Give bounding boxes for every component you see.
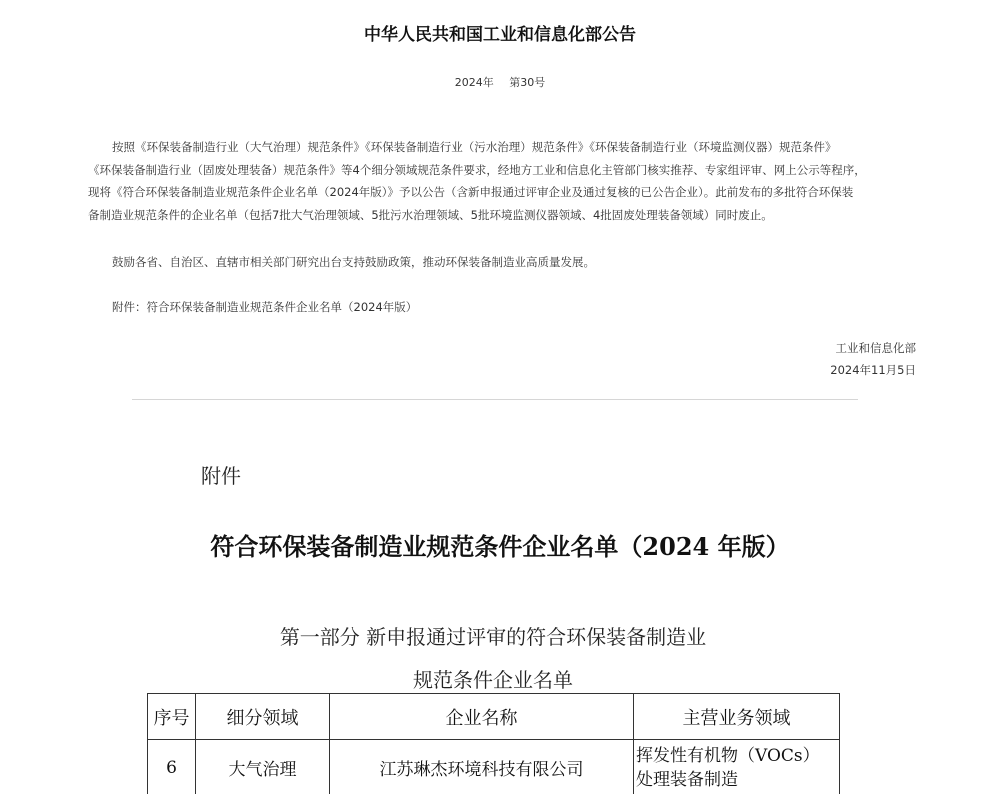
table-header-row [148,694,840,740]
section-title: 第一部分 新申报通过评审的符合环保装备制造业 [279,625,707,649]
header-index: 序号 [148,694,196,740]
attachment-reference: 附件：符合环保装备制造业规范条件企业名单（2024年版） [112,300,418,314]
company-list-table [147,693,840,794]
attachment-title: 符合环保装备制造业规范条件企业名单（2024 年版） [210,532,790,561]
header-company: 企业名称 [330,694,634,740]
document-number [0,74,1000,90]
announcement-title: 中华人民共和国工业和信息化部公告 [364,25,636,45]
header-business: 主营业务领域 [634,694,840,740]
cell-index: 6 [148,740,196,794]
header-field: 细分领域 [196,694,330,740]
paragraph-line: 按照《环保装备制造行业（大气治理）规范条件》《环保装备制造行业（污水治理）规范条件》《环保装备制造行业（环境监测仪器）规范条件》 [112,140,837,154]
announcement-paragraph-2: 鼓励各省、自治区、直辖市相关部门研究出台支持鼓励政策，推动环保装备制造业高质量发展。 [112,255,595,269]
cell-company: 江苏琳杰环境科技有限公司 [330,740,634,794]
paragraph-line: 现将《符合环保装备制造业规范条件企业名单（2024年版）》予以公告（含新申报通过评审企业及通过复核的已公告企业）。此前发布的多批符合环保装 [88,185,854,199]
section-title-continued: 规范条件企业名单 [413,668,573,692]
table-row [148,740,840,794]
cell-business [634,740,840,794]
cell-field: 大气治理 [196,740,330,794]
paragraph-line: 备制造业规范条件的企业名单（包括7批大气治理领域、5批污水治理领域、5批环境监测仪器领域、4批固废处理装备领域）同时废止。 [88,207,773,222]
attachment-label: 附件 [201,464,241,488]
announcement-date: 2024年11月5日 [830,363,916,377]
business-line: 处理装备制造 [636,769,738,790]
signature: 工业和信息化部 [835,341,916,355]
business-line: 挥发性有机物（VOCs） [636,745,820,766]
divider [132,399,858,400]
announcement-year: 2024年 [454,76,494,89]
announcement-number: 第30号 [509,76,546,89]
paragraph-line: 《环保装备制造行业（固废处理装备）规范条件》等4个细分领域规范条件要求，经地方工业和信息化主管部门核实推荐、专家组评审、网上公示等程序， [88,162,866,177]
announcement-paragraph-1 [88,136,918,226]
